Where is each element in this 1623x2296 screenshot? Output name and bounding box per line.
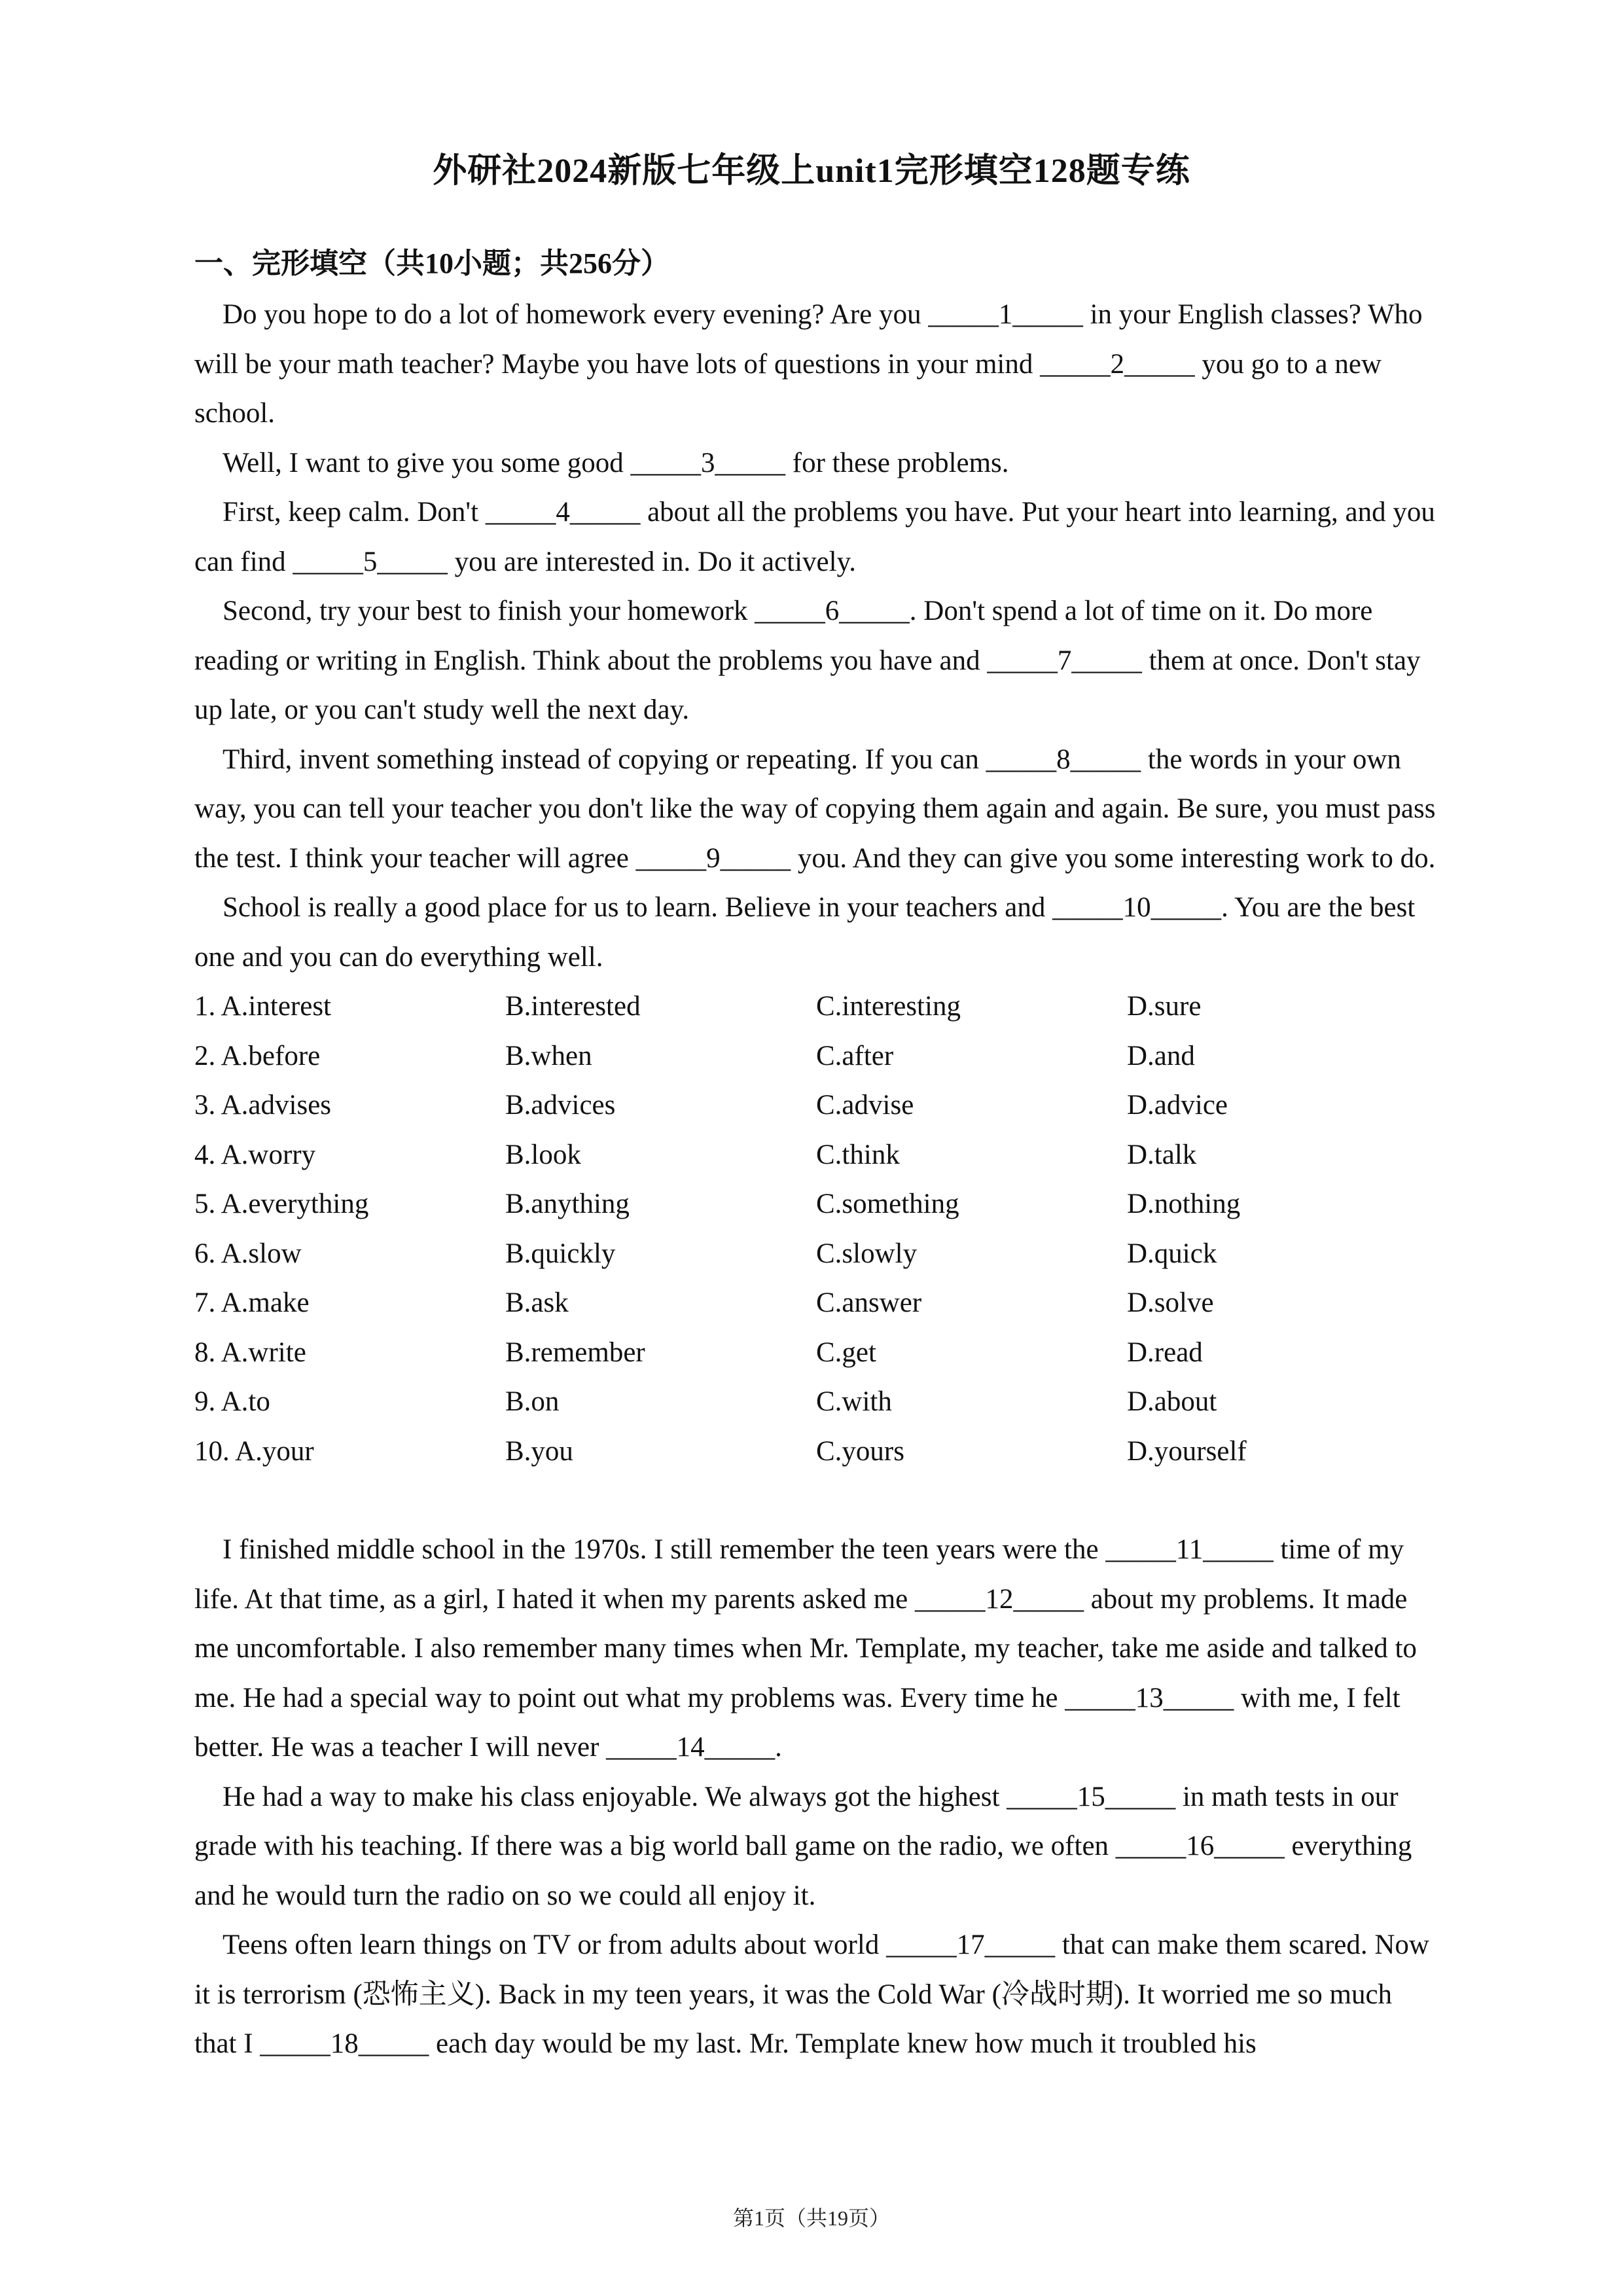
option-a: 7. A.make <box>194 1287 310 1318</box>
option-a: 2. A.before <box>194 1040 321 1071</box>
option-a: 6. A.slow <box>194 1238 302 1269</box>
option-a: 4. A.worry <box>194 1139 316 1170</box>
option-b: B.you <box>505 1435 573 1467</box>
option-a: 5. A.everything <box>194 1189 369 1219</box>
passage-spacer <box>194 1476 1438 1525</box>
option-a: 3. A.advises <box>194 1090 332 1121</box>
option-a: 8. A.write <box>194 1336 306 1368</box>
option-d: D.solve <box>1127 1287 1214 1318</box>
option-d: D.yourself <box>1127 1435 1247 1467</box>
passage-2 <box>194 1525 1438 2069</box>
paragraph: Second, try your best to finish your homework _____6_____. Don't spend a lot of time on it. Do more reading or writing in English. Think about the problems you have and _____7_____ them at once. Don't stay up late, or you can't study well the next day. <box>194 596 1421 725</box>
option-c: C.get <box>816 1336 876 1368</box>
option-row <box>194 1328 1438 1378</box>
option-c: C.slowly <box>816 1238 918 1269</box>
option-c: C.yours <box>816 1435 904 1467</box>
option-b: B.remember <box>505 1336 645 1368</box>
option-d: D.about <box>1127 1386 1217 1417</box>
option-c: C.after <box>816 1040 894 1071</box>
option-d: D.sure <box>1127 991 1202 1022</box>
option-d: D.read <box>1127 1336 1203 1368</box>
option-c: C.interesting <box>816 991 961 1022</box>
options-list <box>194 982 1438 1476</box>
option-row <box>194 982 1438 1031</box>
section-heading: 一、完形填空（共10小题；共256分） <box>194 247 669 279</box>
option-b: B.quickly <box>505 1238 616 1269</box>
option-b: B.on <box>505 1386 560 1417</box>
paragraph: Teens often learn things on TV or from adults about world _____17_____ that can make them scared. Now it is terrorism (恐怖主义). Back in my teen years, it was the Cold War (冷战时期). It worried me so much that I _____18_____ each day would be my last. Mr. Template knew how much it troubled his <box>194 1929 1429 2059</box>
option-row <box>194 1377 1438 1427</box>
option-row <box>194 1229 1438 1279</box>
option-a: 9. A.to <box>194 1386 270 1417</box>
option-d: D.talk <box>1127 1139 1197 1170</box>
option-row <box>194 1031 1438 1081</box>
document-title: 外研社2024新版七年级上unit1完形填空128题专练 <box>433 152 1190 190</box>
option-row <box>194 1081 1438 1130</box>
option-row <box>194 1278 1438 1328</box>
paragraph: Do you hope to do a lot of homework every evening? Are you _____1_____ in your English classes? Who will be your math teacher? Maybe you have lots of questions in your mind _____2_____ you go to a new school. <box>194 299 1423 429</box>
paragraph: First, keep calm. Don't _____4_____ about all the problems you have. Put your heart into learning, and you can find _____5_____ you are interested in. Do it actively. <box>194 497 1435 577</box>
option-d: D.quick <box>1127 1238 1217 1269</box>
paragraph: I finished middle school in the 1970s. I still remember the teen years were the _____11_____ time of my life. At that time, as a girl, I hated it when my parents asked me _____12_____ about my problems. It made me uncomfortable. I also remember many times when Mr. Template, my teacher, take me aside and talked to me. He had a special way to point out what my problems was. Every time he _____13_____ with me, I felt better. He was a teacher I will never _____14_____. <box>194 1534 1417 1763</box>
option-d: D.advice <box>1127 1090 1228 1121</box>
option-c: C.with <box>816 1386 892 1417</box>
option-a: 10. A.your <box>194 1435 314 1467</box>
option-c: C.think <box>816 1139 900 1170</box>
passage-1 <box>194 290 1438 2069</box>
option-b: B.when <box>505 1040 592 1071</box>
option-b: B.interested <box>505 991 641 1022</box>
paragraph: Third, invent something instead of copying or repeating. If you can _____8_____ the words in your own way, you can tell your teacher you don't like the way of copying them again and again. Be sure, you must pass the test. I think your teacher will agree _____9_____ you. And they can give you some interesting work to do. <box>194 744 1436 874</box>
paragraph: School is really a good place for us to learn. Believe in your teachers and _____10_____. You are the best one and you can do everything well. <box>194 892 1416 973</box>
option-c: C.advise <box>816 1090 914 1121</box>
paragraph: Well, I want to give you some good _____3_____ for these problems. <box>223 447 1009 478</box>
paragraph: He had a way to make his class enjoyable. We always got the highest _____15_____ in math tests in our grade with his teaching. If there was a big world ball game on the radio, we often _____16_____ everything and he would turn the radio on so we could all enjoy it. <box>194 1781 1412 1911</box>
page-footer: 第1页（共19页） <box>732 2206 890 2230</box>
option-b: B.anything <box>505 1189 630 1219</box>
option-b: B.advices <box>505 1090 616 1121</box>
option-c: C.something <box>816 1189 959 1219</box>
option-b: B.look <box>505 1139 581 1170</box>
option-row <box>194 1427 1438 1477</box>
option-row <box>194 1179 1438 1229</box>
option-d: D.and <box>1127 1040 1195 1071</box>
option-row <box>194 1130 1438 1180</box>
option-c: C.answer <box>816 1287 922 1318</box>
option-a: 1. A.interest <box>194 991 331 1022</box>
option-b: B.ask <box>505 1287 569 1318</box>
option-d: D.nothing <box>1127 1189 1241 1219</box>
